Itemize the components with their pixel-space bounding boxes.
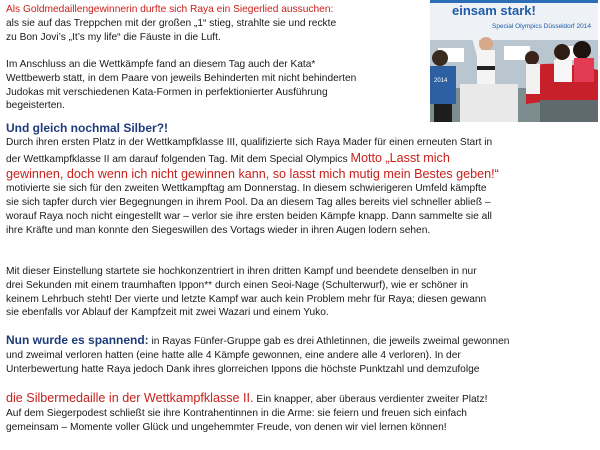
intro-line-1: als sie auf das Treppchen mit der großen „1“ stieg, strahlte sie und reckte [6, 17, 337, 29]
silver-again-section [6, 122, 499, 238]
silver-again-line-6: ihre Kräfte und man konnte den Siegeswillen des Vortags wieder in ihren Augen lodern sehen. [6, 224, 431, 236]
banner-text: einsam stark! [452, 3, 536, 18]
silver-again-line-2: der Wettkampfklasse II am darauf folgenden Tag. Mit dem Special Olympics [6, 153, 351, 165]
suspense-heading: Nun wurde es spannend: [6, 333, 149, 347]
suspense-line-3: Unterbewertung hatte Raya jedoch Dank ihres glorreichen Ippons die höchste Punktzahl und demzufolge [6, 363, 480, 375]
podium-photo [430, 0, 598, 122]
kata-paragraph [6, 58, 356, 113]
motto-part-2: gewinnen, doch wenn ich nicht gewinnen kann, so lasst mich mutig mein Bestes geben!“ [6, 167, 499, 182]
kata-line-1: Im Anschluss an die Wettkämpfe fand an diesem Tag auch der Kata* [6, 59, 316, 70]
third-fight-line-2: drei Sekunden mit einem traumhaften Ippon** durch einen Seoi-Nage (Schulterwurf), wie er schöner in [6, 279, 469, 291]
motto-part-1: Motto „Lasst mich [350, 150, 450, 165]
intro-paragraph [6, 3, 336, 44]
silver-again-line-1: Durch ihren ersten Platz in der Wettkampfklasse III, qualifizierte sich Raya Mader für einen erneuten Start in [6, 136, 493, 148]
kata-line-3: Judokas mit verschiedenen Kata-Formen in perfektionierter Ausführung [6, 86, 328, 98]
final-line-2: Auf dem Siegerpodest schließt sie ihre Kontrahentinnen in die Arme: sie feiern und freuen sich einfach [6, 407, 467, 419]
third-fight-line-1: Mit dieser Einstellung startete sie hochkonzentriert in ihren dritten Kampf und beendete denselben in nur [6, 266, 477, 277]
suspense-section [6, 334, 509, 376]
silver-again-line-5: worauf Raya noch nicht eingestellt war – verlor sie ihre ersten beiden Kämpfe knapp. Dann sammelte sie all [6, 210, 492, 222]
kata-line-4: begeisterten. [6, 100, 65, 112]
third-fight-paragraph [6, 265, 486, 320]
final-line-1: Ein knapper, aber überaus verdienter zweiter Platz! [253, 394, 488, 405]
final-section [6, 390, 487, 434]
third-fight-line-3: keinem Lehrbuch steht! Der vierte und letzte Kampf war auch kein Problem mehr für Raya; diesen gewann [6, 293, 487, 305]
kata-line-2: Wettbewerb statt, in dem Paare von jeweils Behinderten mit nicht behinderten [6, 72, 357, 84]
intro-line-2: zu Bon Jovi’s „It’s my life“ die Fäuste in die Luft. [6, 31, 221, 43]
silver-again-heading: Und gleich nochmal Silber?! [6, 121, 169, 135]
silver-medal-text: die Silbermedaille in der Wettkampfklasse II. [6, 391, 254, 405]
banner-subtext: Special Olympics Düsseldorf 2014 [492, 23, 591, 30]
silver-again-line-3: motivierte sie sich für den zweiten Wettkampftag am Donnerstag. In diesem schwierigeren Umfeld kämpfte [6, 183, 487, 195]
suspense-line-1: in Rayas Fünfer-Gruppe gab es drei Athletinnen, die jeweils zweimal gewonnen [148, 336, 510, 347]
third-fight-line-4: sie ebenfalls vor Ablauf der Kampfzeit mit zwei Wazari und einem Yuko. [6, 307, 329, 319]
gold-heading: Als Goldmedaillengewinnerin durfte sich Raya ein Siegerlied aussuchen: [6, 4, 334, 15]
suspense-line-2: und zweimal verloren hatten (eine hatte alle 4 Kämpfe gewonnen, eine andere alle 4 verloren). In der [6, 349, 461, 361]
silver-again-line-4: sie sich tapfer durch vier Begegnungen in ihrem Pool. Da an diesem Tag alles bereits viel schneller abließ – [6, 197, 491, 209]
podium-photo-image [430, 0, 598, 122]
shirt-text: 2014 [434, 78, 448, 84]
final-line-3: gemeinsam – Momente voller Glück und ungehemmter Freude, von denen wir viel lernen können! [6, 421, 447, 433]
